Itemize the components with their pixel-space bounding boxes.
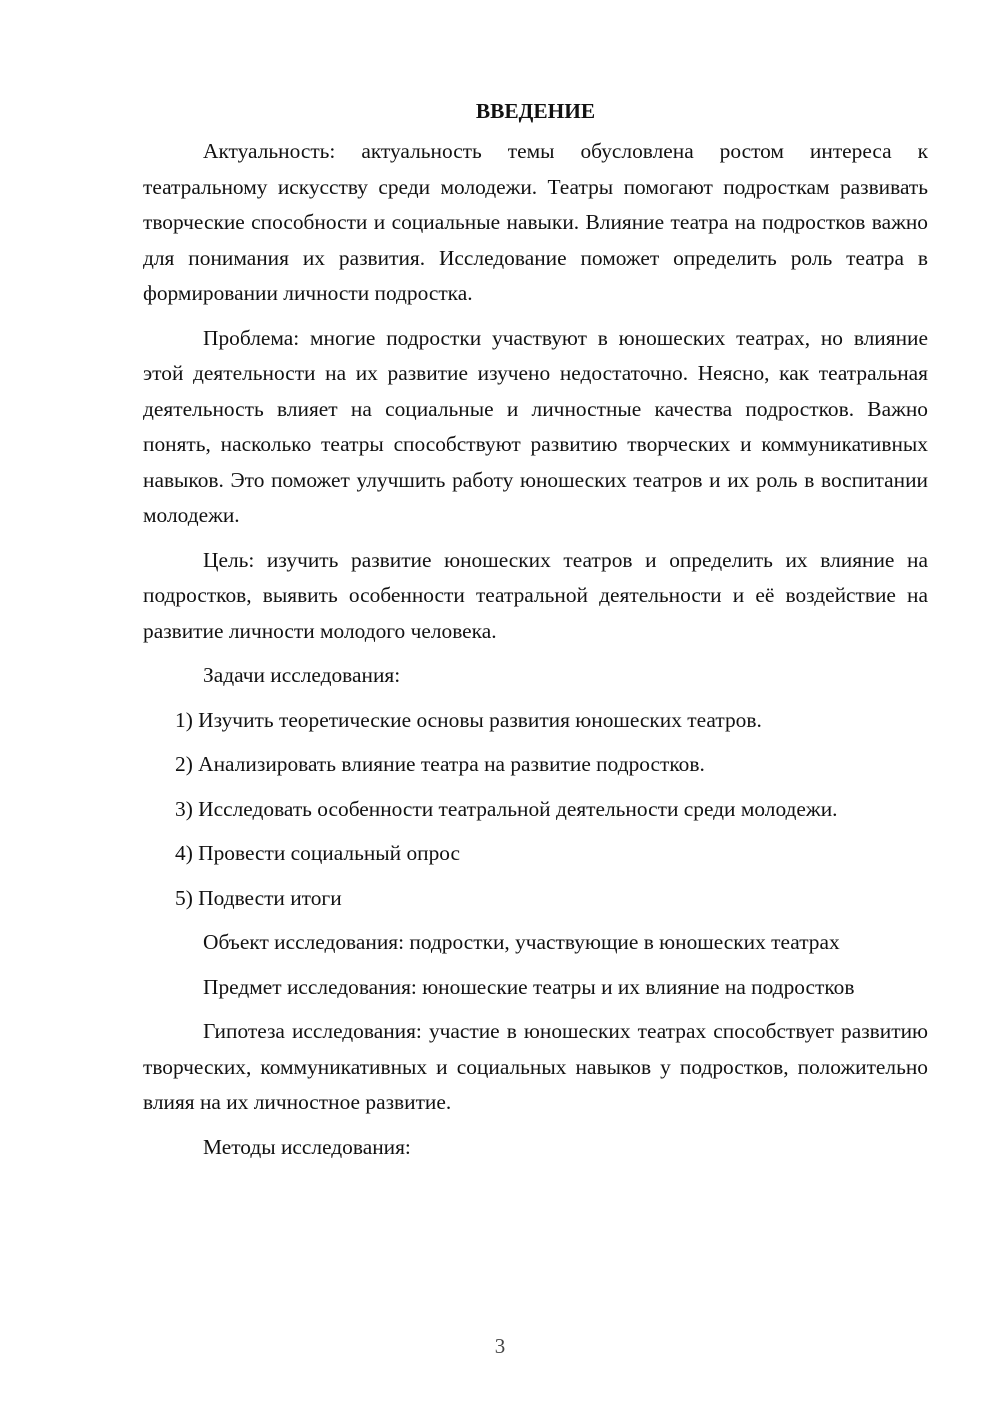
page-content bbox=[143, 94, 928, 1174]
task-item-4: 4) Провести социальный опрос bbox=[175, 841, 461, 865]
task-item-2: 2) Анализировать влияние театра на развитие подростков. bbox=[175, 752, 705, 776]
task-item-1: 1) Изучить теоретические основы развития юношеских театров. bbox=[175, 707, 762, 732]
task-item-3: 3) Исследовать особенности театральной деятельности среди молодежи. bbox=[175, 796, 838, 821]
paragraph-object: Объект исследования: подростки, участвующие в юношеских театрах bbox=[203, 930, 840, 954]
paragraph-subject: Предмет исследования: юношеские театры и их влияние на подростков bbox=[203, 974, 855, 999]
paragraph-problem: Проблема: многие подростки участвуют в юношеских театрах, но влияние этой деятельности на их развитие изучено недостаточно. Неясно, как театральная деятельность влияет на социальные и личностные качества подростков. Важно понять, насколько театры способствуют развитию творческих и коммуникативных навыков. Это поможет улучшить работу юношеских театров и их роль в воспитании молодежи. bbox=[143, 325, 928, 527]
paragraph-tasks-intro: Задачи исследования: bbox=[203, 663, 401, 687]
paragraph-hypothesis: Гипотеза исследования: участие в юношеских театрах способствует развитию творческих, коммуникативных и социальных навыков у подростков, положительно влияя на их личностное развитие. bbox=[143, 1019, 928, 1114]
page-number: 3 bbox=[494, 1334, 506, 1358]
task-item-5: 5) Подвести итоги bbox=[175, 885, 342, 910]
paragraph-methods-intro: Методы исследования: bbox=[203, 1134, 411, 1159]
paragraph-goal: Цель: изучить развитие юношеских театров и определить их влияние на подростков, выявить особенности театральной деятельности и её воздействие на развитие личности молодого человека. bbox=[143, 547, 928, 643]
section-heading: ВВЕДЕНИЕ bbox=[475, 99, 596, 123]
paragraph-relevance: Актуальность: актуальность темы обусловлена ростом интереса к театральному искусству среди молодежи. Театры помогают подросткам развивать творческие способности и социальные навыки. Влияние театра на подростков важно для понимания их развития. Исследование поможет определить роль театра в формировании личности подростка. bbox=[143, 139, 928, 305]
